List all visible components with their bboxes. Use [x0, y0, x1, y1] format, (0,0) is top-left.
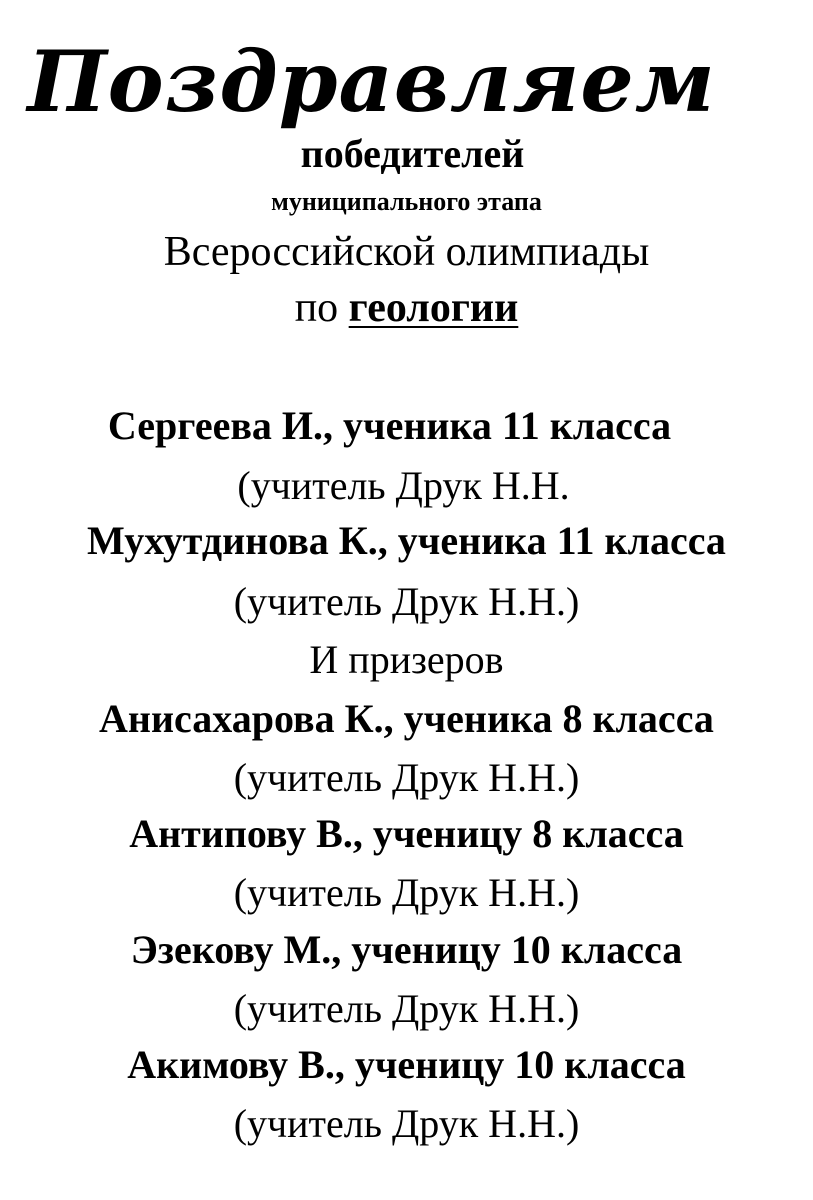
winner-student-1: Сергеева И., ученика 11 класса — [107, 403, 672, 448]
subtitle-olympiad: Всероссийской олимпиады — [163, 229, 650, 275]
page-title: Поздравляем — [27, 32, 716, 131]
subtitle-subject-line — [0, 287, 813, 329]
prize-student-4: Акимову В., ученицу 10 класса — [127, 1042, 686, 1087]
prize-student-1: Анисахарова К., ученика 8 класса — [99, 696, 714, 741]
prize-teacher-4: (учитель Друк Н.Н.) — [233, 1101, 580, 1146]
prize-student-3: Эзекову М., ученицу 10 класса — [130, 927, 683, 972]
prize-teacher-3: (учитель Друк Н.Н.) — [233, 986, 580, 1031]
subject-name: геологии — [348, 285, 519, 331]
prize-heading: И призеров — [309, 637, 504, 682]
prize-student-2: Антипову В., ученицу 8 класса — [129, 811, 684, 856]
winner-teacher-1: (учитель Друк Н.Н. — [237, 463, 570, 508]
subject-prefix: по — [294, 285, 339, 331]
winner-teacher-2: (учитель Друк Н.Н.) — [233, 579, 580, 624]
winner-student-2: Мухутдинова К., ученика 11 класса — [87, 518, 726, 563]
subtitle-winners: победителей — [300, 131, 525, 176]
subtitle-stage: муниципального этапа — [271, 187, 542, 216]
prize-teacher-1: (учитель Друк Н.Н.) — [233, 755, 580, 800]
prize-teacher-2: (учитель Друк Н.Н.) — [233, 870, 580, 915]
